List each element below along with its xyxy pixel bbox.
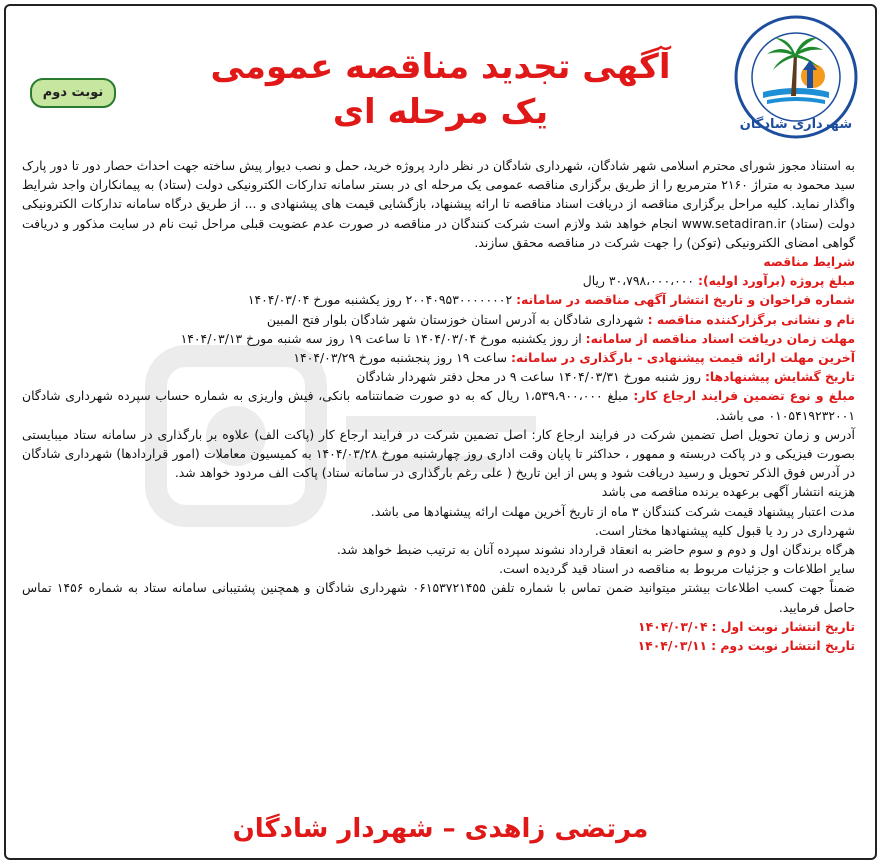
condition-value: شهرداری شادگان به آدرس استان خوزستان شهر شادگان بلوار فتح المبین <box>266 311 644 327</box>
issue-badge: نوبت دوم <box>30 78 116 108</box>
publish-date-first <box>22 617 855 636</box>
condition-value: ۲۰۰۴۰۹۵۳۰۰۰۰۰۰۰۲ روز یکشنبه مورخ ۱۴۰۴/۰۳/۰۴ <box>247 292 513 308</box>
condition-label: شماره فراخوان و تاریخ انتشار آگهی مناقصه در سامانه: <box>516 292 855 308</box>
body-paragraph: سایر اطلاعات و جزئیات مربوط به مناقصه در اسناد قید گردیده است. <box>499 561 855 577</box>
title-line-2: یک مرحله ای <box>332 92 549 132</box>
condition-label: آخرین مهلت ارائه قیمت پیشنهادی - بارگذاری در سامانه: <box>511 350 855 366</box>
condition-label: نام و نشانی برگزارکننده مناقصه : <box>647 311 855 327</box>
condition-item <box>22 386 855 424</box>
body-paragraph: ضمناً جهت کسب اطلاعات بیشتر میتوانید ضمن تماس با شماره تلفن ۰۶۱۵۳۷۲۱۴۵۵ شهرداری شادگان و همچنین پشتیبانی سامانه ستاد به شماره ۱۴۵۶ تماس حاصل فرمایید. <box>22 580 856 615</box>
publish-label: تاریخ انتشار نوبت اول : <box>711 618 855 634</box>
title-line-1: آگهی تجدید مناقصه عمومی <box>210 47 671 87</box>
condition-label: مبلغ و نوع تضمین فرایند ارجاع کار: <box>633 388 855 404</box>
condition-item <box>22 348 855 367</box>
condition-item <box>22 310 855 329</box>
signature: مرتضی زاهدی – شهردار شادگان <box>232 814 649 844</box>
body-paragraph: شهرداری در رد یا قبول کلیه پیشنهادها مختار است. <box>594 522 855 538</box>
condition-label: تاریخ گشایش پیشنهادها: <box>704 369 855 385</box>
body-paragraph: آدرس و زمان تحویل اصل تضمین شرکت در فرایند ارجاع کار: اصل تضمین شرکت در فرایند ارجاع کار (پاکت الف) علاوه بر بارگذاری در سامانه ستاد میبایستی بصورت فیزیکی و در پاکت دربسته و ممهور ، حداکثر تا پایان وقت اداری روز چهارشنبه مورخ ۱۴۰۴/۰۳/۲۸ به کمیسیون معاملات (امور قراردادها) شهرداری شادگان در آدرس فوق الذکر تحویل و رسید دریافت شود و پس از این تاریخ ( علی رغم بارگذاری در سامانه ستاد) پاکت الف مردود خواهد شد. <box>22 426 856 481</box>
conditions-heading: شرایط مناقصه <box>763 254 855 270</box>
body-paragraph: هزینه انتشار آگهی برعهده برنده مناقصه می باشد <box>601 484 855 500</box>
publish-label: تاریخ انتشار نوبت دوم : <box>711 638 855 654</box>
condition-item <box>22 367 855 386</box>
condition-value: ساعت ۱۹ روز پنجشنبه مورخ ۱۴۰۴/۰۳/۲۹ <box>293 350 508 366</box>
body-paragraph: مدت اعتبار پیشنهاد قیمت شرکت کنندگان ۳ ماه از تاریخ آخرین مهلت ارائه پیشنهادها می باشد. <box>370 503 855 519</box>
condition-item <box>22 271 855 290</box>
notice-body <box>22 156 855 655</box>
condition-item <box>22 290 855 309</box>
intro-paragraph: به استناد مجوز شورای محترم اسلامی شهر شادگان، شهرداری شادگان در نظر دارد پروژه خرید، حمل و نصب دیوار پیش ساخته جهت احداث حصار دور تا دور پارک سید محمود به متراژ ۲۱۶۰ مترمربع را از طریق برگزاری مناقصه عمومی یک مرحله ای در بستر سامانه تدارکات الکترونیکی دولت (ستاد) به پیمانکاران واجد شرایط واگذار نماید. کلیه مراحل برگزاری مناقصه از دریافت اسناد مناقصه تا ارائه پیشنهاد، بازگشایی قیمت های پیشنهادی و ... از طریق درگاه سامانه تدارکات الکترونیکی دولت (ستاد) www.setadiran.ir انجام خواهد شد ولازم است شرکت کنندگان در مناقصه در صورت عدم عضویت قبلی مراحل ثبت نام در سایت مذکور و دریافت گواهی امضای الکترونیکی (توکن) را جهت شرکت در مناقصه محقق سازند. <box>22 158 856 250</box>
notice-title <box>6 44 875 134</box>
condition-item <box>22 329 855 348</box>
condition-label: مهلت زمان دریافت اسناد مناقصه از سامانه: <box>585 330 855 346</box>
publish-date-second <box>22 636 855 655</box>
tender-notice <box>4 4 877 860</box>
condition-value: ۳۰،۷۹۸،۰۰۰،۰۰۰ ریال <box>582 273 695 289</box>
publish-value: ۱۴۰۴/۰۳/۰۴ <box>638 618 708 634</box>
condition-value: روز شنبه مورخ ۱۴۰۴/۰۳/۳۱ ساعت ۹ در محل دفتر شهردار شادگان <box>356 369 701 385</box>
publish-value: ۱۴۰۴/۰۳/۱۱ <box>637 638 708 654</box>
body-paragraph: هرگاه برندگان اول و دوم و سوم حاضر به انعقاد قرارداد نشوند سپرده آنان به ترتیب ضبط خواهد شد. <box>336 542 855 558</box>
svg-text:شهرداری شادگان: شهرداری شادگان <box>739 117 853 132</box>
condition-label: مبلغ پروژه (برآورد اولیه): <box>698 273 855 289</box>
condition-value: از روز یکشنبه مورخ ۱۴۰۴/۰۳/۰۴ تا ساعت ۱۹ روز سه شنبه مورخ ۱۴۰۴/۰۳/۱۳ <box>180 330 582 346</box>
condition-value: مبلغ ۱،۵۳۹،۹۰۰،۰۰۰ ریال که به دو صورت ضمانتنامه بانکی، فیش واریزی به شماره حساب سپرده شهرداری شادگان ۰۱۰۵۴۱۹۲۳۲۰۰۱ می باشد. <box>22 388 855 423</box>
